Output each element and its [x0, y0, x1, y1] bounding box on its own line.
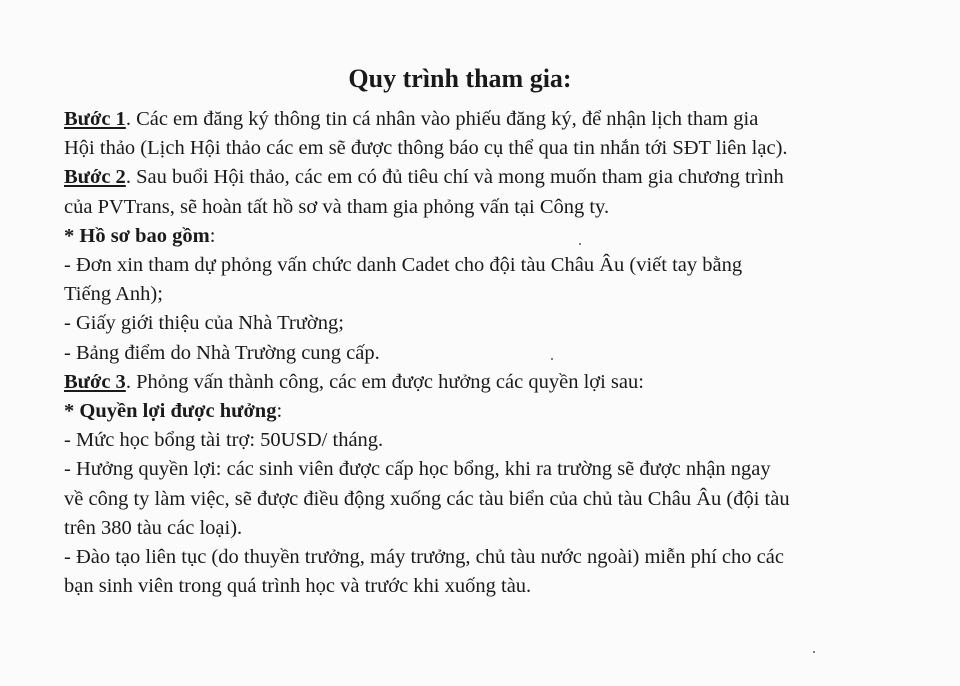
documents-heading-line	[64, 222, 924, 251]
scan-speck	[579, 243, 581, 245]
benefits-item2-line1: - Hưởng quyền lợi: các sinh viên được cấp học bổng, khi ra trường sẽ được nhận ngay	[64, 458, 771, 481]
benefits-heading: * Quyền lợi được hưởng	[64, 400, 277, 423]
documents-item3: - Bảng điểm do Nhà Trường cung cấp.	[64, 341, 380, 364]
step2-label: Bước 2	[64, 166, 126, 189]
scan-speck	[813, 651, 815, 653]
step3-line1	[64, 368, 924, 397]
documents-colon: :	[209, 224, 216, 247]
documents-item1-line1: - Đơn xin tham dự phỏng vấn chức danh Cadet cho đội tàu Châu Âu (viết tay bằng	[64, 254, 743, 277]
document-body	[64, 105, 924, 601]
documents-item1-line2: Tiếng Anh);	[64, 283, 163, 306]
step1-line1	[64, 105, 924, 134]
benefits-item2-line3: trên 380 tàu các loại).	[64, 516, 243, 539]
documents-item2: - Giấy giới thiệu của Nhà Trường;	[64, 312, 344, 335]
step1-line2: Hội thảo (Lịch Hội thảo các em sẽ được thông báo cụ thể qua tin nhắn tới SĐT liên lạc).	[64, 137, 788, 160]
page-title: Quy trình tham gia:	[348, 64, 572, 93]
benefits-item3-line2: bạn sinh viên trong quá trình học và trước khi xuống tàu.	[64, 575, 532, 598]
step2-line1	[64, 163, 924, 192]
step1-text1: . Các em đăng ký thông tin cá nhân vào phiếu đăng ký, để nhận lịch tham gia	[125, 108, 759, 130]
scan-speck	[551, 358, 553, 360]
step1-label: Bước 1	[64, 108, 126, 130]
step2-line2: của PVTrans, sẽ hoàn tất hồ sơ và tham gia phỏng vấn tại Công ty.	[64, 195, 610, 218]
benefits-colon: :	[276, 400, 283, 423]
step3-text1: . Phỏng vấn thành công, các em được hưởng các quyền lợi sau:	[125, 370, 644, 393]
step3-label: Bước 3	[64, 370, 126, 393]
documents-heading: * Hồ sơ bao gồm	[64, 224, 210, 247]
step2-text1: . Sau buổi Hội thảo, các em có đủ tiêu chí và mong muốn tham gia chương trình	[125, 166, 784, 189]
benefits-heading-line	[64, 397, 924, 426]
benefits-item3-line1: - Đào tạo liên tục (do thuyền trưởng, máy trưởng, chủ tàu nước ngoài) miễn phí cho các	[64, 546, 784, 569]
benefits-item1: - Mức học bổng tài trợ: 50USD/ tháng.	[64, 429, 384, 452]
benefits-item2-line2: về công ty làm việc, sẽ được điều động xuống các tàu biển của chủ tàu Châu Âu (đội tàu	[64, 487, 790, 510]
